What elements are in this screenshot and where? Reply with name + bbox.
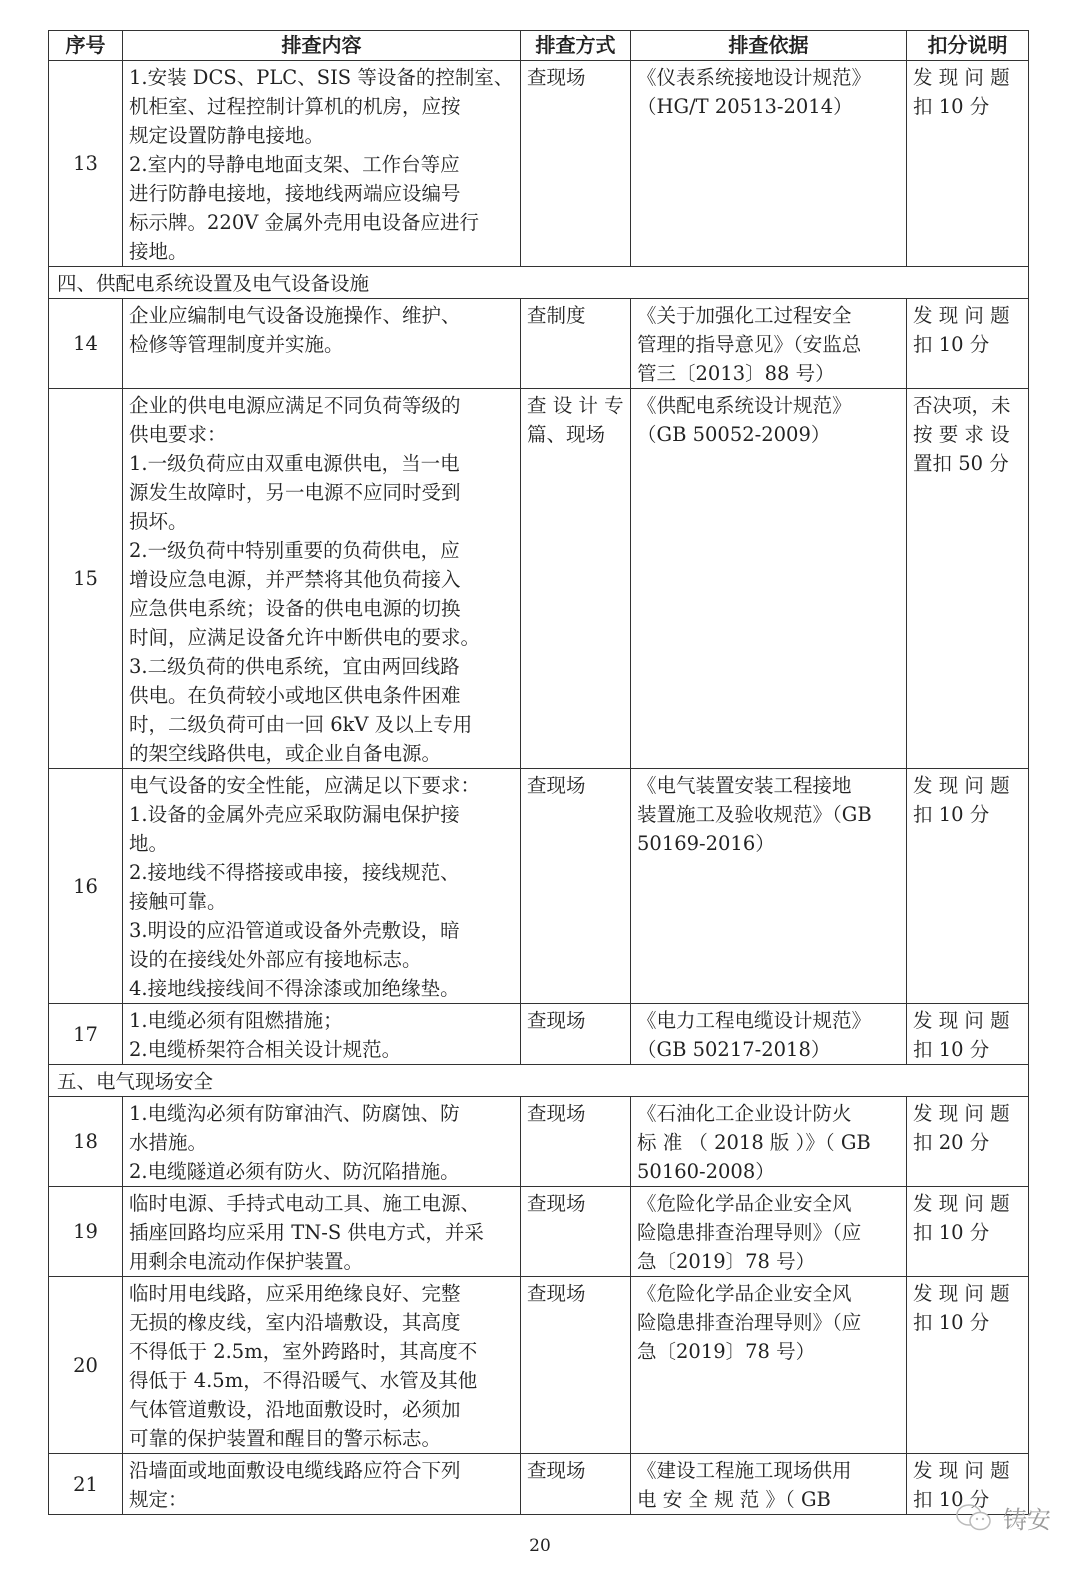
method-line: 查现场 [527, 1459, 586, 1482]
content-line: 接地。 [129, 240, 188, 263]
deduction-line: 扣 10 分 [913, 1488, 990, 1511]
section-title: 五、电气现场安全 [49, 1065, 1029, 1097]
content-line: 设的在接线处外部应有接地标志。 [129, 948, 422, 971]
header-basis: 排查依据 [631, 31, 907, 61]
cell-basis [631, 1004, 907, 1065]
basis-line: 标 准 （ 2018 版 ）》（ GB [637, 1131, 871, 1154]
deduction-line: 否决项，未 [913, 394, 1011, 417]
cell-method [521, 299, 631, 389]
content-line: 可靠的保护装置和醒目的警示标志。 [129, 1427, 442, 1450]
header-method: 排查方式 [521, 31, 631, 61]
inspection-table [48, 30, 1029, 1515]
content-line: 应急供电系统；设备的供电电源的切换 [129, 597, 461, 620]
content-line: 供电要求： [129, 423, 227, 446]
cell-deduction [907, 61, 1029, 267]
content-line: 检修等管理制度并实施。 [129, 333, 344, 356]
deduction-line: 按 要 求 设 [913, 423, 1010, 446]
content-line: 增设应急电源，并严禁将其他负荷接入 [129, 568, 461, 591]
item-number: 18 [49, 1097, 123, 1187]
basis-line: 50169-2016） [637, 832, 775, 855]
cell-basis [631, 1454, 907, 1515]
basis-line: 《仪表系统接地设计规范》 [637, 66, 872, 89]
cell-content [123, 1004, 521, 1065]
content-line: 2.电缆隧道必须有防火、防沉陷措施。 [129, 1160, 460, 1183]
content-line: 得低于 4.5m，不得沿暖气、水管及其他 [129, 1369, 478, 1392]
method-line: 查现场 [527, 1192, 586, 1215]
cell-deduction [907, 1004, 1029, 1065]
method-line: 查 设 计 专 [527, 394, 624, 417]
basis-line: （GB 50052-2009） [637, 423, 831, 446]
method-line: 查现场 [527, 1102, 586, 1125]
method-line: 查现场 [527, 774, 586, 797]
content-line: 规定设置防静电接地。 [129, 124, 325, 147]
item-number: 15 [49, 389, 123, 769]
content-line: 临时电源、手持式电动工具、施工电源、 [129, 1192, 481, 1215]
cell-content [123, 61, 521, 267]
content-line: 3.二级负荷的供电系统，宜由两回线路 [129, 655, 460, 678]
content-line: 机柜室、过程控制计算机的机房，应按 [129, 95, 461, 118]
content-line: 规定： [129, 1488, 188, 1511]
deduction-line: 置扣 50 分 [913, 452, 1009, 475]
cell-deduction [907, 299, 1029, 389]
content-line: 接触可靠。 [129, 890, 227, 913]
basis-line: 险隐患排查治理导则》（应 [637, 1311, 862, 1334]
cell-basis [631, 299, 907, 389]
watermark-logo [955, 1500, 1051, 1535]
method-line: 查现场 [527, 66, 586, 89]
content-line: 无损的橡皮线，室内沿墙敷设，其高度 [129, 1311, 461, 1334]
basis-line: 急〔2019〕78 号） [637, 1340, 816, 1363]
deduction-line: 扣 10 分 [913, 95, 990, 118]
item-number: 17 [49, 1004, 123, 1065]
cell-deduction [907, 1277, 1029, 1454]
section-row [49, 1065, 1029, 1097]
cell-method [521, 769, 631, 1004]
content-line: 气体管道敷设，沿地面敷设时，必须加 [129, 1398, 461, 1421]
cell-basis [631, 389, 907, 769]
basis-line: 《危险化学品企业安全风 [637, 1192, 852, 1215]
content-line: 1.一级负荷应由双重电源供电，当一电 [129, 452, 460, 475]
cell-content [123, 389, 521, 769]
deduction-line: 发 现 问 题 [913, 304, 1010, 327]
cell-method [521, 61, 631, 267]
content-line: 1.设备的金属外壳应采取防漏电保护接 [129, 803, 460, 826]
content-line: 标示牌。220V 金属外壳用电设备应进行 [129, 211, 480, 234]
cell-content [123, 1097, 521, 1187]
item-number: 19 [49, 1187, 123, 1277]
method-line: 查制度 [527, 304, 586, 327]
cell-content [123, 299, 521, 389]
content-line: 的架空线路供电，或企业自备电源。 [129, 742, 442, 765]
cell-method [521, 1097, 631, 1187]
content-line: 供电。在负荷较小或地区供电条件困难 [129, 684, 461, 707]
method-line: 篇、现场 [527, 423, 606, 446]
method-line: 查现场 [527, 1282, 586, 1305]
content-line: 2.电缆桥架符合相关设计规范。 [129, 1038, 402, 1061]
basis-line: 管理的指导意见》（安监总 [637, 333, 862, 356]
basis-line: 《建设工程施工现场供用 [637, 1459, 852, 1482]
cell-basis [631, 1187, 907, 1277]
cell-basis [631, 769, 907, 1004]
cell-method [521, 1004, 631, 1065]
basis-line: （GB 50217-2018） [637, 1038, 831, 1061]
deduction-line: 发 现 问 题 [913, 1009, 1010, 1032]
deduction-line: 发 现 问 题 [913, 1282, 1010, 1305]
wechat-icon [955, 1503, 995, 1533]
deduction-line: 扣 10 分 [913, 1221, 990, 1244]
table-row [49, 769, 1029, 1004]
item-number: 13 [49, 61, 123, 267]
deduction-line: 发 现 问 题 [913, 1192, 1010, 1215]
content-line: 2.接地线不得搭接或串接，接线规范、 [129, 861, 460, 884]
deduction-line: 发 现 问 题 [913, 1459, 1010, 1482]
content-line: 插座回路均应采用 TN-S 供电方式，并采 [129, 1221, 484, 1244]
page-number: 20 [529, 1536, 551, 1556]
cell-deduction [907, 389, 1029, 769]
deduction-line: 发 现 问 题 [913, 1102, 1010, 1125]
item-number: 21 [49, 1454, 123, 1515]
logo-text: 铸安 [1003, 1506, 1051, 1534]
content-line: 地。 [129, 832, 169, 855]
basis-line: 《危险化学品企业安全风 [637, 1282, 852, 1305]
content-line: 企业应编制电气设备设施操作、维护、 [129, 304, 461, 327]
cell-basis [631, 61, 907, 267]
content-line: 企业的供电电源应满足不同负荷等级的 [129, 394, 461, 417]
basis-line: 《电力工程电缆设计规范》 [637, 1009, 872, 1032]
section-row [49, 267, 1029, 299]
section-title: 四、供配电系统设置及电气设备设施 [49, 267, 1029, 299]
cell-method [521, 1454, 631, 1515]
deduction-line: 扣 10 分 [913, 333, 990, 356]
content-line: 不得低于 2.5m，室外跨路时，其高度不 [129, 1340, 478, 1363]
cell-method [521, 1277, 631, 1454]
content-line: 水措施。 [129, 1131, 208, 1154]
basis-line: 《关于加强化工过程安全 [637, 304, 852, 327]
content-line: 沿墙面或地面敷设电缆线路应符合下列 [129, 1459, 461, 1482]
content-line: 1.电缆必须有阻燃措施； [129, 1009, 343, 1032]
item-number: 20 [49, 1277, 123, 1454]
table-row [49, 389, 1029, 769]
basis-line: 50160-2008） [637, 1160, 775, 1183]
basis-line: 管三〔2013〕88 号） [637, 362, 835, 385]
basis-line: 《电气装置安装工程接地 [637, 774, 852, 797]
cell-method [521, 1187, 631, 1277]
cell-deduction [907, 1097, 1029, 1187]
basis-line: 险隐患排查治理导则》（应 [637, 1221, 862, 1244]
content-line: 电气设备的安全性能，应满足以下要求： [129, 774, 481, 797]
header-no: 序号 [49, 31, 123, 61]
table-row [49, 299, 1029, 389]
header-content: 排查内容 [123, 31, 521, 61]
deduction-line: 发 现 问 题 [913, 774, 1010, 797]
table-row [49, 61, 1029, 267]
cell-basis [631, 1277, 907, 1454]
cell-content [123, 1454, 521, 1515]
content-line: 用剩余电流动作保护装置。 [129, 1250, 364, 1273]
content-line: 源发生故障时，另一电源不应同时受到 [129, 481, 461, 504]
content-line: 临时用电线路，应采用绝缘良好、完整 [129, 1282, 461, 1305]
deduction-line: 扣 10 分 [913, 803, 990, 826]
cell-deduction [907, 1187, 1029, 1277]
content-line: 进行防静电接地，接地线两端应设编号 [129, 182, 461, 205]
deduction-line: 发 现 问 题 [913, 66, 1010, 89]
cell-basis [631, 1097, 907, 1187]
cell-deduction [907, 769, 1029, 1004]
basis-line: 急〔2019〕78 号） [637, 1250, 816, 1273]
content-line: 2.室内的导静电地面支架、工作台等应 [129, 153, 460, 176]
content-line: 2.一级负荷中特别重要的负荷供电，应 [129, 539, 460, 562]
cell-content [123, 1187, 521, 1277]
cell-content [123, 1277, 521, 1454]
table-row [49, 1004, 1029, 1065]
content-line: 时间，应满足设备允许中断供电的要求。 [129, 626, 481, 649]
content-line: 1.电缆沟必须有防窜油汽、防腐蚀、防 [129, 1102, 460, 1125]
cell-method [521, 389, 631, 769]
basis-line: 电 安 全 规 范 》（ GB [637, 1488, 831, 1511]
table-row [49, 1097, 1029, 1187]
deduction-line: 扣 10 分 [913, 1038, 990, 1061]
basis-line: （HG/T 20513-2014） [637, 95, 853, 118]
content-line: 时，二级负荷可由一回 6kV 及以上专用 [129, 713, 473, 736]
basis-line: 装置施工及验收规范》（GB [637, 803, 872, 826]
basis-line: 《石油化工企业设计防火 [637, 1102, 852, 1125]
cell-content [123, 769, 521, 1004]
table-header-row [49, 31, 1029, 61]
basis-line: 《供配电系统设计规范》 [637, 394, 852, 417]
deduction-line: 扣 10 分 [913, 1311, 990, 1334]
table-row [49, 1277, 1029, 1454]
header-deduction: 扣分说明 [907, 31, 1029, 61]
table-row [49, 1187, 1029, 1277]
content-line: 1.安装 DCS、PLC、SIS 等设备的控制室、 [129, 66, 514, 89]
item-number: 14 [49, 299, 123, 389]
content-line: 4.接地线接线间不得涂漆或加绝缘垫。 [129, 977, 460, 1000]
content-line: 3.明设的应沿管道或设备外壳敷设，暗 [129, 919, 460, 942]
item-number: 16 [49, 769, 123, 1004]
deduction-line: 扣 20 分 [913, 1131, 990, 1154]
table-row [49, 1454, 1029, 1515]
method-line: 查现场 [527, 1009, 586, 1032]
content-line: 损坏。 [129, 510, 188, 533]
